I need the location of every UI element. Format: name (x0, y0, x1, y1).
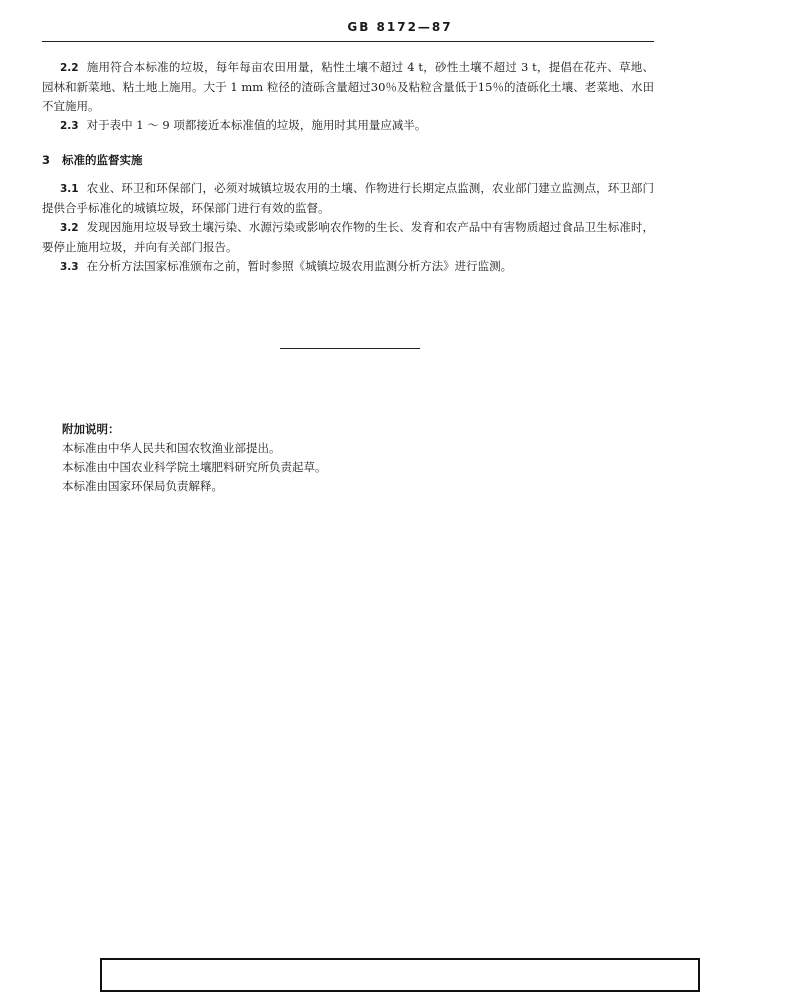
clause-3-3 (42, 257, 654, 277)
clause-number: 3.2 (60, 222, 79, 234)
clause-2-3 (42, 116, 654, 136)
section-number: 3 (42, 153, 51, 167)
clause-number: 3.1 (60, 183, 79, 195)
section-3-heading (42, 152, 143, 168)
header-rule (42, 41, 654, 42)
bottom-frame (100, 958, 700, 992)
notes-line: 本标准由中国农业科学院土壤肥料研究所负责起草。 (62, 460, 327, 474)
section-title: 标准的监督实施 (62, 153, 143, 167)
clause-number: 3.3 (60, 261, 79, 273)
clause-number: 2.2 (60, 62, 79, 74)
notes-title: 附加说明： (62, 422, 120, 436)
notes-line: 本标准由国家环保局负责解释。 (62, 479, 223, 493)
end-of-text-rule (280, 348, 420, 349)
clause-3-1 (42, 179, 654, 218)
clause-3-2 (42, 218, 654, 257)
clause-text: 农业、环卫和环保部门，必须对城镇垃圾农用的土壤、作物进行长期定点监测，农业部门建立监测点，环卫部门提供合乎标准化的城镇垃圾，环保部门进行有效的监督。 (42, 181, 654, 215)
document-code: GB 8172—87 (347, 20, 453, 34)
section-2-body (42, 58, 654, 136)
clause-number: 2.3 (60, 120, 79, 132)
clause-text: 施用符合本标准的垃圾，每年每亩农田用量，粘性土壤不超过 4 t，砂性土壤不超过 3 t，提倡在花卉、草地、园林和新菜地、粘土地上施用。大于 1 mm 粒径的渣砾含量超过30％及粘粒含量低于15％的渣砾化土壤、老菜地、水田不宜施用。 (42, 60, 654, 113)
clause-text: 对于表中 1 ～ 9 项都接近本标准值的垃圾，施用时其用量应减半。 (86, 118, 427, 132)
clause-text: 在分析方法国家标准颁布之前，暂时参照《城镇垃圾农用监测分析方法》进行监测。 (86, 259, 513, 273)
section-3-body (42, 179, 654, 277)
clause-text: 发现因施用垃圾导致土壤污染、水源污染或影响农作物的生长、发育和农产品中有害物质超过食品卫生标准时，要停止施用垃圾，并向有关部门报告。 (42, 220, 654, 254)
additional-notes (62, 420, 327, 496)
clause-2-2 (42, 58, 654, 116)
notes-line: 本标准由中华人民共和国农牧渔业部提出。 (62, 441, 281, 455)
